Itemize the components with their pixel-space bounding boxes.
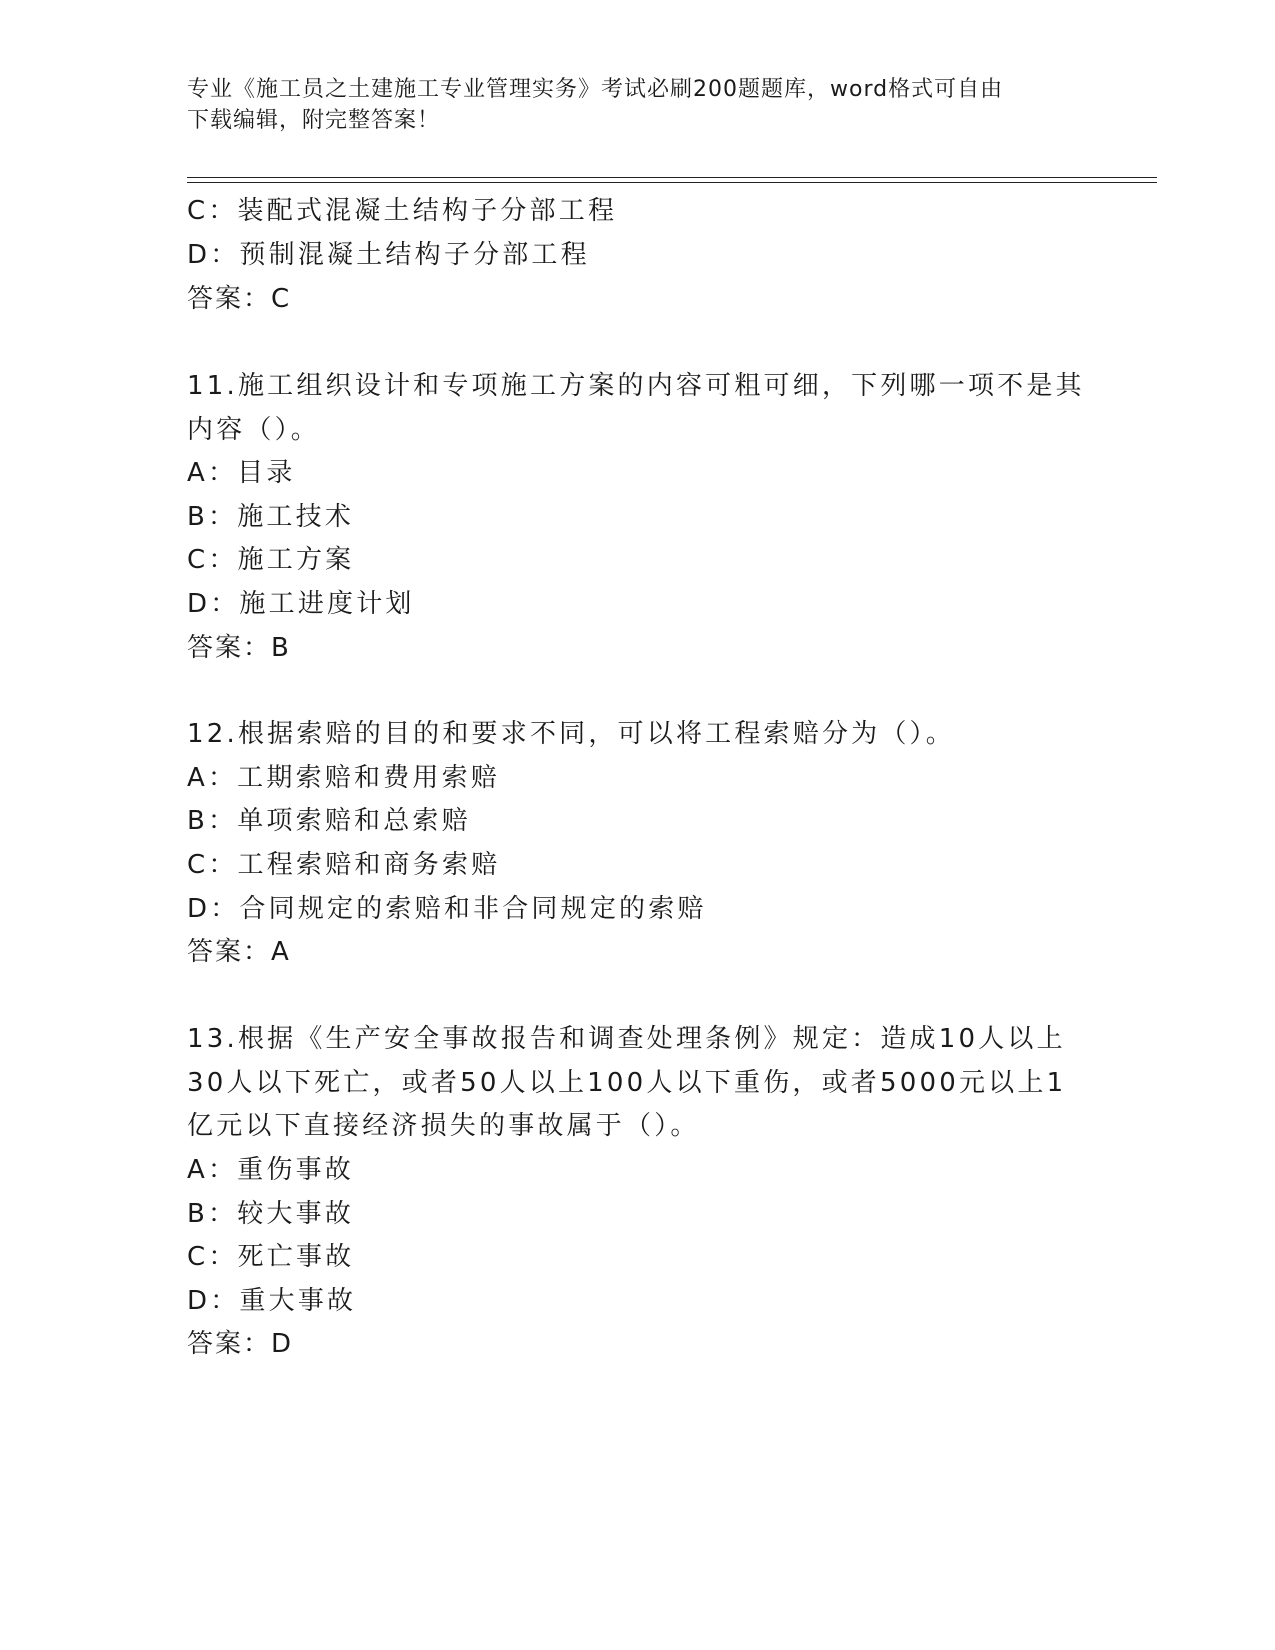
q12-stem-line-1: 12.根据索赔的目的和要求不同，可以将工程索赔分为（）。 [187, 719, 955, 749]
q11-option-c: C：施工方案 [187, 545, 355, 575]
header-divider-top [187, 177, 1157, 178]
document-header [187, 74, 1067, 136]
q13-answer: 答案：D [187, 1329, 294, 1359]
q11-option-d: D：施工进度计划 [187, 589, 415, 619]
header-line-2: 下载编辑，附完整答案！ [187, 108, 441, 133]
q11-answer: 答案：B [187, 633, 291, 663]
q13-stem-line-2: 30人以下死亡，或者50人以上100人以下重伤，或者5000元以上1 [187, 1068, 1067, 1098]
q12-option-c: C：工程索赔和商务索赔 [187, 850, 501, 880]
q10-option-c: C：装配式混凝土结构子分部工程 [187, 196, 618, 226]
q11-stem-line-2: 内容（）。 [187, 415, 321, 445]
q13-option-b: B：较大事故 [187, 1199, 355, 1229]
q11-stem-line-1: 11.施工组织设计和专项施工方案的内容可粗可细，下列哪一项不是其 [187, 371, 1085, 401]
q10-answer: 答案：C [187, 284, 292, 314]
q13-stem-line-3: 亿元以下直接经济损失的事故属于（）。 [187, 1111, 700, 1141]
q11-option-b: B：施工技术 [187, 502, 355, 532]
q11-option-a: A：目录 [187, 458, 296, 488]
q13-stem-line-1: 13.根据《生产安全事故报告和调查处理条例》规定：造成10人以上 [187, 1024, 1066, 1054]
q13-option-d: D：重大事故 [187, 1286, 357, 1316]
q13-option-a: A：重伤事故 [187, 1155, 354, 1185]
header-line-1: 专业《施工员之土建施工专业管理实务》考试必刷200题题库，word格式可自由 [187, 77, 1004, 102]
q12-option-d: D：合同规定的索赔和非合同规定的索赔 [187, 894, 707, 924]
q10-option-d: D：预制混凝土结构子分部工程 [187, 240, 590, 270]
q13-option-c: C：死亡事故 [187, 1242, 355, 1272]
q12-option-a: A：工期索赔和费用索赔 [187, 763, 500, 793]
q12-option-b: B：单项索赔和总索赔 [187, 806, 471, 836]
header-divider-bottom [187, 182, 1157, 183]
document-page [187, 0, 1157, 1650]
q12-answer: 答案：A [187, 937, 291, 967]
